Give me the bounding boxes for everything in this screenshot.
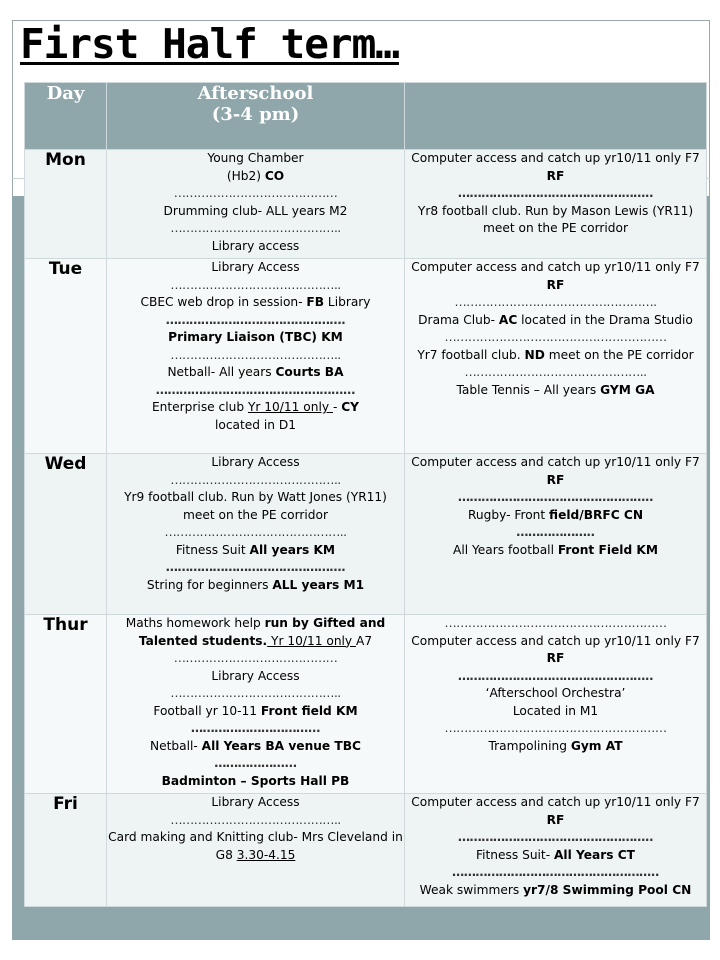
- activities-cell-fri-1: [107, 794, 405, 907]
- activity-text: Trampolining Gym AT: [488, 738, 623, 753]
- separator: ………………...: [214, 756, 297, 770]
- header-day: Day: [25, 83, 107, 150]
- header-afterschool-label: Afterschool: [197, 83, 314, 104]
- activity-text: Yr8 football club. Run by Mason Lewis (YR11) meet on the PE corridor: [417, 203, 694, 235]
- header-afterschool: [107, 83, 405, 150]
- activity-text: Fitness Suit- All Years CT: [476, 847, 635, 862]
- activity-text: Netball- All Years BA venue TBC: [150, 738, 361, 753]
- table-row-thu: [25, 615, 707, 794]
- activities-cell-mon-1: [107, 150, 405, 259]
- table-row-tue: [25, 259, 707, 454]
- day-cell-tue: Tue: [25, 259, 107, 454]
- separator: ……………………………………….: [165, 312, 346, 327]
- separator: ………………………………………..: [164, 525, 347, 539]
- separator: …………………………………………..: [457, 490, 654, 504]
- activities-cell-mon-2: [405, 150, 707, 259]
- activity-text: Football yr 10-11 Front field KM: [153, 703, 358, 718]
- activity-text: Library access: [211, 238, 300, 253]
- activity-text: Computer access and catch up yr10/11 only F7 RF: [411, 795, 700, 827]
- activity-text: ‘Afterschool Orchestra’: [485, 686, 626, 700]
- activities-cell-wed-2: [405, 454, 707, 615]
- activity-text: Drumming club- ALL years M2: [163, 203, 348, 218]
- activities-cell-tue-1: [107, 259, 405, 454]
- activities-cell-thu-1: [107, 615, 405, 794]
- activity-text: Yr9 football club. Run by Watt Jones (YR11) meet on the PE corridor: [124, 490, 387, 522]
- activity-text: Table Tennis – All years GYM GA: [456, 382, 655, 397]
- activity-text: Located in M1: [512, 703, 599, 718]
- activities-cell-tue-2: [405, 259, 707, 454]
- activity-text: Fitness Suit All years KM: [175, 542, 336, 557]
- separator: …………………………………………………: [444, 616, 667, 630]
- activity-text: Card making and Knitting club- Mrs Cleveland in G8 3.30-4.15: [108, 830, 403, 862]
- separator: ……………………………………….: [165, 560, 346, 574]
- separator: ……………………………………..: [170, 472, 341, 487]
- separator: ……………………………………..: [170, 812, 341, 827]
- activities-cell-wed-1: [107, 454, 405, 615]
- separator: ……………………………………..: [170, 221, 341, 235]
- activity-text: (Hb2) CO: [226, 168, 285, 183]
- header-third: [405, 83, 707, 150]
- activity-text: Young Chamber: [207, 151, 304, 165]
- activity-text: Enterprise club Yr 10/11 only - CY: [151, 400, 360, 414]
- activity-text: Library Access: [211, 668, 300, 683]
- activity-text: All Years football Front Field KM: [452, 542, 658, 557]
- separator: …………………………………………….: [454, 295, 657, 309]
- activity-text: Drama Club- AC located in the Drama Studio: [418, 312, 693, 327]
- activity-text: Computer access and catch up yr10/11 only F7 RF: [411, 633, 700, 665]
- day-cell-fri: Fri: [25, 794, 107, 907]
- activities-cell-thu-2: [405, 615, 707, 794]
- activity-text: Library Access: [211, 455, 300, 469]
- activity-text: String for beginners ALL years M1: [146, 577, 365, 592]
- separator: ………………..: [516, 525, 595, 539]
- activity-text: Weak swimmers yr7/8 Swimming Pool CN: [419, 882, 692, 897]
- activity-text: Computer access and catch up yr10/11 only F7 RF: [411, 455, 700, 487]
- activity-text: Library Access: [211, 795, 300, 809]
- table-row-wed: [25, 454, 707, 615]
- activity-text: Maths homework help run by Gifted and Talented students. Yr 10/11 only A7: [125, 616, 386, 648]
- activity-text: Primary Liaison (TBC) KM: [168, 330, 343, 344]
- separator: …………………………………………..: [457, 668, 654, 683]
- header-afterschool-time: (3-4 pm): [211, 104, 300, 125]
- separator: ……………………………………..: [170, 686, 341, 700]
- separator: …………………………...: [190, 721, 321, 735]
- separator: …………………………………………..: [457, 186, 654, 200]
- table-row-fri: [25, 794, 707, 907]
- separator: …………………………………………..: [457, 830, 654, 844]
- activities-cell-fri-2: [405, 794, 707, 907]
- separator: ……………………………………: [173, 651, 338, 665]
- page-title: First Half term…: [20, 20, 399, 68]
- activity-text: CBEC web drop in session- FB Library: [140, 295, 371, 309]
- separator: ………………………………………..: [464, 365, 647, 379]
- activity-text: Yr7 football club. ND meet on the PE corridor: [417, 347, 694, 362]
- separator: …………………………………………...: [155, 382, 356, 397]
- activity-text: Library Access: [211, 260, 300, 274]
- table-row-mon: [25, 150, 707, 259]
- separator: ……………………………………: [173, 186, 338, 200]
- day-cell-thu: Thur: [25, 615, 107, 794]
- activity-text: Rugby- Front field/BRFC CN: [467, 507, 644, 522]
- activity-text: Badminton – Sports Hall PB: [161, 773, 350, 788]
- activity-text: Computer access and catch up yr10/11 only F7 RF: [411, 260, 700, 292]
- activity-text: Computer access and catch up yr10/11 only F7 RF: [411, 151, 700, 183]
- separator: ……………………………………..: [170, 277, 341, 292]
- header-row: [25, 83, 707, 150]
- separator: …………………………………………………: [444, 330, 667, 344]
- day-cell-mon: Mon: [25, 150, 107, 259]
- activity-text: located in D1: [214, 417, 297, 432]
- day-cell-wed: Wed: [25, 454, 107, 615]
- separator: ……………………………………………..: [452, 865, 659, 879]
- timetable: [24, 82, 707, 907]
- separator: ……………………………………..: [170, 347, 341, 362]
- activity-text: Netball- All years Courts BA: [167, 365, 344, 379]
- separator: …………………………………………………: [444, 721, 667, 735]
